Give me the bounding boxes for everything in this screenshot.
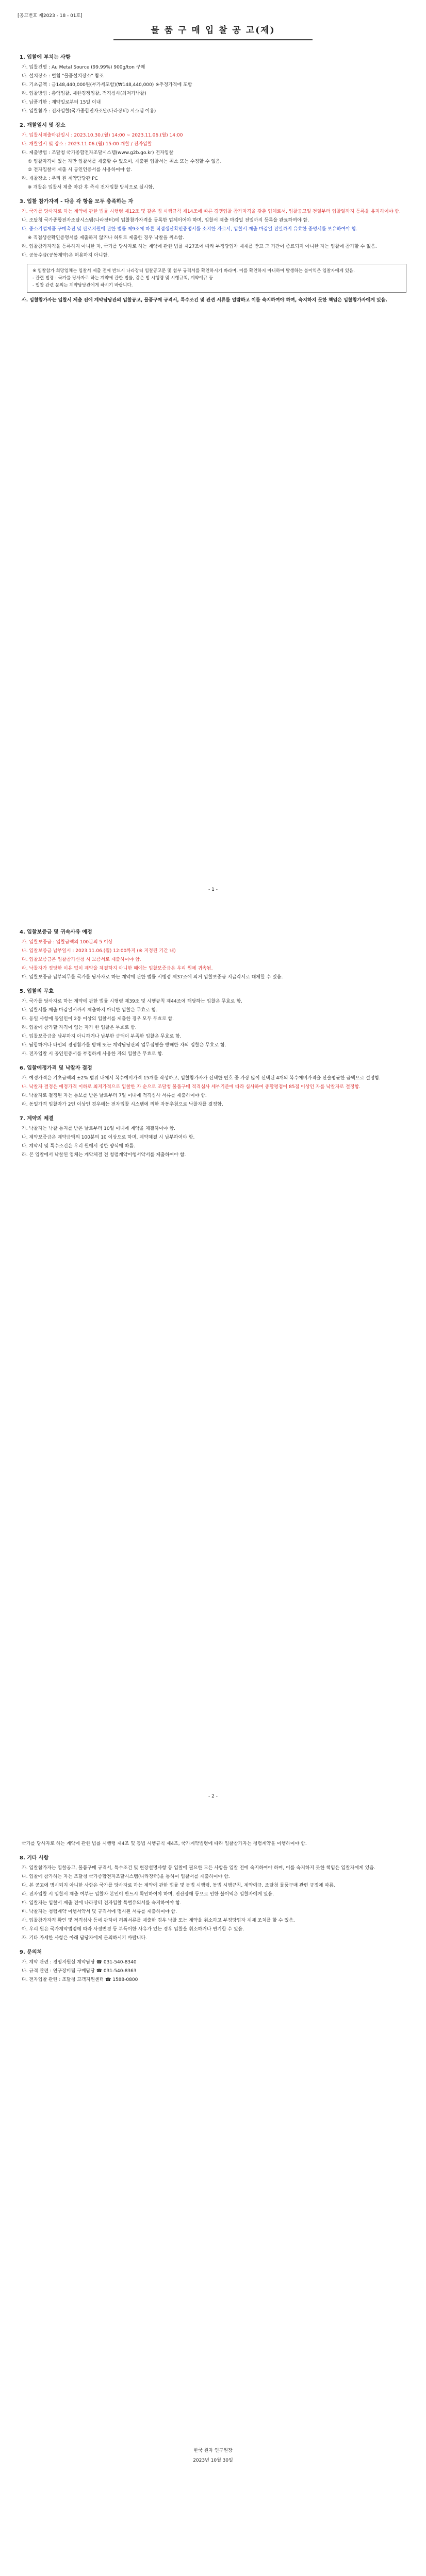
document-title: 물 품 구 매 입 찰 공 고(제) xyxy=(151,25,275,36)
section-heading: 7. 계약의 체결 xyxy=(20,1116,54,1122)
clause: 아. 우리 원은 국가계약법령에 따라 사정변경 등 부득이한 사유가 있는 경우 입찰을 취소하거나 연기할 수 있음. xyxy=(22,1927,244,1932)
clause: 가. 입찰참가자는 입찰공고, 물품구매 규격서, 특수조건 및 현장설명사항 등 입찰에 필요한 모든 사항을 입찰 전에 숙지하여야 하며, 이를 숙지하지 못한 책임은 입찰자에게 있음. xyxy=(22,1866,375,1871)
issue-date: 2023년 10월 30일 xyxy=(193,2458,233,2463)
notice-box xyxy=(27,264,406,293)
clause: 라. 입찰참가자격을 등록하지 아니한 자, 국가를 당사자로 하는 계약에 관한 법률 제27조에 따라 부정당업자 제재를 받고 그 기간이 종료되지 아니한 자는 입찰에 참가할 수 없음. xyxy=(22,244,377,249)
clause: 나. 계약보증금은 계약금액의 100분의 10 이상으로 하며, 계약체결 시 납부하여야 함. xyxy=(22,1135,195,1140)
clause: 라. 전자입찰 시 입찰서 제출 여부는 입찰자 본인이 반드시 확인하여야 하며, 전산장애 등으로 인한 불이익은 입찰자에게 있음. xyxy=(22,1892,274,1897)
clause: 자. 기타 자세한 사항은 아래 담당자에게 문의하시기 바랍니다. xyxy=(22,1936,148,1941)
clause: 나. 입찰서를 제출 마감일시까지 제출하지 아니한 입찰은 무효로 함. xyxy=(22,1008,158,1013)
clause: 가. 계약 관련 : 경영지원실 계약담당 ☎ 031-540-8340 xyxy=(22,1960,137,1965)
clause: 다. 기초금액 : 금148,440,000원(부가세포함)(₩148,440,000) ※추정가격에 포함 xyxy=(22,82,192,88)
clause: 가. 예정가격은 기초금액의 ±2% 범위 내에서 복수예비가격 15개를 작성하고, 입찰참가자가 선택한 번호 중 가장 많이 선택된 4개의 복수예비가격을 산술평균한 금액으로 결정함. xyxy=(22,1076,381,1081)
section-heading: 8. 기타 사항 xyxy=(20,1855,49,1861)
sub-clause: ※ 개찰은 입찰서 제출 마감 후 즉시 전자입찰 방식으로 실시함. xyxy=(28,185,154,190)
page-1-body xyxy=(20,47,406,306)
section-heading: 2. 개찰일시 및 장소 xyxy=(20,123,65,128)
clause: 다. 전자입찰 관련 : 조달청 고객지원센터 ☎ 1588-0800 xyxy=(22,1977,138,1982)
clause: 사. 입찰참가자는 입찰서 제출 전에 계약담당관의 입찰공고, 물품구매 규격서, 특수조건 및 관련 서류를 열람하고 이를 숙지하여야 하며, 숙지하지 못한 책임은 입찰참가자에게 있음. xyxy=(22,298,387,303)
clause: 나. 개찰일시 및 장소 : 2023.11.06.(월) 15:00 개찰 / 전자입찰 xyxy=(22,142,152,147)
clause: 라. 본 입찰에서 낙찰된 업체는 계약체결 전 청렴계약이행서약서를 제출하여야 함. xyxy=(22,1153,186,1158)
section-heading: 5. 입찰의 무효 xyxy=(20,989,54,994)
clause: 라. 입찰에 참가할 자격이 없는 자가 한 입찰은 무효로 함. xyxy=(22,1025,137,1030)
notice-line: ※ 입찰참가 희망업체는 입찰서 제출 전에 반드시 나라장터 입찰공고문 및 첨부 규격서를 확인하시기 바라며, 이를 확인하지 아니하여 발생하는 불이익은 입찰자에게 있음. xyxy=(32,268,355,274)
clause: 사. 전자입찰 시 공인인증서를 부정하게 사용한 자의 입찰은 무효로 함. xyxy=(22,1052,163,1057)
clause: 라. 개찰장소 : 우리 원 계약담당관 PC xyxy=(22,176,98,181)
clause: 가. 입찰보증금 : 입찰금액의 100분의 5 이상 xyxy=(22,940,113,945)
clause: 다. 계약서 및 특수조건은 우리 원에서 정한 양식에 따름. xyxy=(22,1144,135,1149)
section-heading: 6. 입찰예정가격 및 낙찰자 결정 xyxy=(20,1065,92,1071)
issuer-name: 한국 원자 연구원장 xyxy=(193,2448,233,2453)
section-heading: 4. 입찰보증금 및 귀속사유 예정 xyxy=(20,929,92,935)
clause: 마. 입찰자는 입찰서 제출 전에 나라장터 전자입찰 특별유의서를 숙지하여야 함. xyxy=(22,1901,182,1906)
clause: 가. 입찰서제출마감일시 : 2023.10.30.(월) 14:00 ~ 2023.11.06.(월) 14:00 xyxy=(22,133,183,138)
clause: 나. 조달청 국가종합전자조달시스템(나라장터)에 입찰참가자격을 등록한 업체이어야 하며, 입찰서 제출 마감일 전일까지 등록을 완료하여야 함. xyxy=(22,218,309,223)
clause: 가. 국가를 당사자로 하는 계약에 관한 법률 시행령 제39조 및 시행규칙 제44조에 해당하는 입찰은 무효로 함. xyxy=(22,999,242,1004)
clause: 나. 낙찰자 결정은 예정가격 이하로 최저가격으로 입찰한 자 순으로 조달청 물품구매 적격심사 세부기준에 따라 심사하여 종합평점이 85점 이상인 자를 낙찰자로 결정함. xyxy=(22,1084,361,1090)
clause: 나. 입찰에 참가하는 자는 조달청 국가종합전자조달시스템(나라장터)을 통하여 입찰서를 제출하여야 함. xyxy=(22,1874,230,1879)
notice-line: - 관련 법령 : 국가를 당사자로 하는 계약에 관한 법률, 같은 법 시행령 및 시행규칙, 계약예규 등 xyxy=(32,276,214,281)
page-2-body xyxy=(20,922,406,1160)
clause: 다. 입찰보증금은 입찰참가신청 시 보증서로 제출하여야 함. xyxy=(22,957,141,962)
clause: 나. 규격 관련 : 연구장비팀 구매담당 ☎ 031-540-8363 xyxy=(22,1969,137,1974)
clause: 가. 입찰건명 : Au Metal Source (99.99%) 900g/ton 구매 xyxy=(22,65,145,70)
clause: 라. 동일가격 입찰자가 2인 이상인 경우에는 전자입찰 시스템에 의한 자동추첨으로 낙찰자를 결정함. xyxy=(22,1102,223,1107)
sub-clause: ※ 직접생산확인증명서를 제출하지 않거나 허위로 제출한 경우 낙찰을 취소함. xyxy=(28,235,184,241)
clause: 다. 본 공고에 명시되지 아니한 사항은 국가를 당사자로 하는 계약에 관한 법률 및 동법 시행령, 동법 시행규칙, 계약예규, 조달청 물품구매 관련 규정에 따름. xyxy=(22,1883,335,1888)
notice-number-tag: [공고번호 제2023 - 18 - 01호] xyxy=(18,13,83,19)
page-3-body xyxy=(20,1839,406,1985)
clause: 가. 낙찰자는 낙찰 통지를 받은 날로부터 10일 이내에 계약을 체결하여야 함. xyxy=(22,1126,175,1131)
clause: 다. 낙찰자로 결정된 자는 통보를 받은 날로부터 7일 이내에 적격심사 서류를 제출하여야 함. xyxy=(22,1093,207,1098)
sub-clause: ① 입찰자격이 있는 자만 입찰서를 제출할 수 있으며, 제출된 입찰서는 취소 또는 수정할 수 없음. xyxy=(28,159,222,164)
clause: 다. 제출방법 : 조달청 국가종합전자조달시스템(www.g2b.go.kr) 전자입찰 xyxy=(22,150,174,156)
clause: 바. 입찰참가 : 전자입찰(국가종합전자조달(나라장터) 시스템 이용) xyxy=(22,109,156,114)
clause: 마. 입찰보증금 납부의무를 국가를 당사자로 하는 계약에 관한 법률 시행령 제37조에 의거 입찰보증금 지급각서로 대체할 수 있음. xyxy=(22,975,283,980)
sub-clause: ② 전자입찰서 제출 시 공인인증서를 사용하여야 함. xyxy=(28,167,132,173)
clause: 가. 국가를 당사자로 하는 계약에 관한 법률 시행령 제12조 및 같은 법 시행규칙 제14조에 따른 경쟁입찰 참가자격을 갖춘 업체로서, 입찰공고일 전일부터 입찰일까지 등록을 유지하여야 함. xyxy=(22,209,401,214)
clause: 바. 낙찰자는 청렴계약 이행서약서 및 규격서에 명시된 서류를 제출하여야 함. xyxy=(22,1909,177,1914)
clause: 나. 입찰보증금 납부일시 : 2023.11.06.(월) 12:00까지 (※ 지정된 기간 내) xyxy=(22,948,176,954)
section-heading: 9. 문의처 xyxy=(20,1950,42,1955)
clause: 다. 중소기업제품 구매촉진 및 판로지원에 관한 법률 제9조에 따른 직접생산확인증명서를 소지한 자로서, 입찰서 제출 마감일 전일까지 유효한 증명서를 보유하여야 함. xyxy=(22,227,358,232)
clause: 라. 입찰방법 : 총액입찰, 제한경쟁입찰, 적격심사(최저가낙찰) xyxy=(22,91,146,96)
page-number: - 1 - xyxy=(208,887,218,892)
page-number: - 2 - xyxy=(208,1794,218,1799)
clause: 마. 입찰보증금을 납부하지 아니하거나 납부한 금액이 부족한 입찰은 무효로 함. xyxy=(22,1034,182,1039)
clause: 바. 담합하거나 타인의 경쟁참가를 방해 또는 계약담당관의 업무집행을 방해한 자의 입찰은 무효로 함. xyxy=(22,1043,226,1048)
clause: 나. 설치장소 : 별첨 "물품설치장소" 참조 xyxy=(22,74,104,79)
notice-line: - 입찰 관련 문의는 계약담당관에게 하시기 바랍니다. xyxy=(32,283,133,288)
clause: 마. 납품기한 : 계약일로부터 15일 이내 xyxy=(22,100,101,105)
section-heading: 1. 입찰에 부치는 사항 xyxy=(20,55,71,60)
intro-paragraph: 국가를 당사자로 하는 계약에 관한 법률 시행령 제4조 및 동법 시행규칙 제4조, 국가계약법령에 따라 입찰참가자는 청렴계약을 이행하여야 함. xyxy=(22,1841,307,1846)
clause: 다. 동일 사항에 동일인이 2통 이상의 입찰서를 제출한 경우 모두 무효로 함. xyxy=(22,1016,174,1022)
title-underline xyxy=(113,39,313,41)
clause: 라. 낙찰자가 정당한 이유 없이 계약을 체결하지 아니한 때에는 입찰보증금은 우리 원에 귀속됨. xyxy=(22,966,213,971)
clause: 마. 공동수급(공동계약)은 허용하지 아니함. xyxy=(22,253,109,258)
clause: 사. 입찰참가자격 확인 및 적격심사 등에 관하여 허위서류를 제출한 경우 낙찰 또는 계약을 취소하고 부정당업자 제재 조치를 할 수 있음. xyxy=(22,1918,295,1923)
signature-block xyxy=(0,2447,426,2465)
section-heading: 3. 입찰 참가자격 - 다음 각 항을 모두 충족하는 자 xyxy=(20,199,134,205)
